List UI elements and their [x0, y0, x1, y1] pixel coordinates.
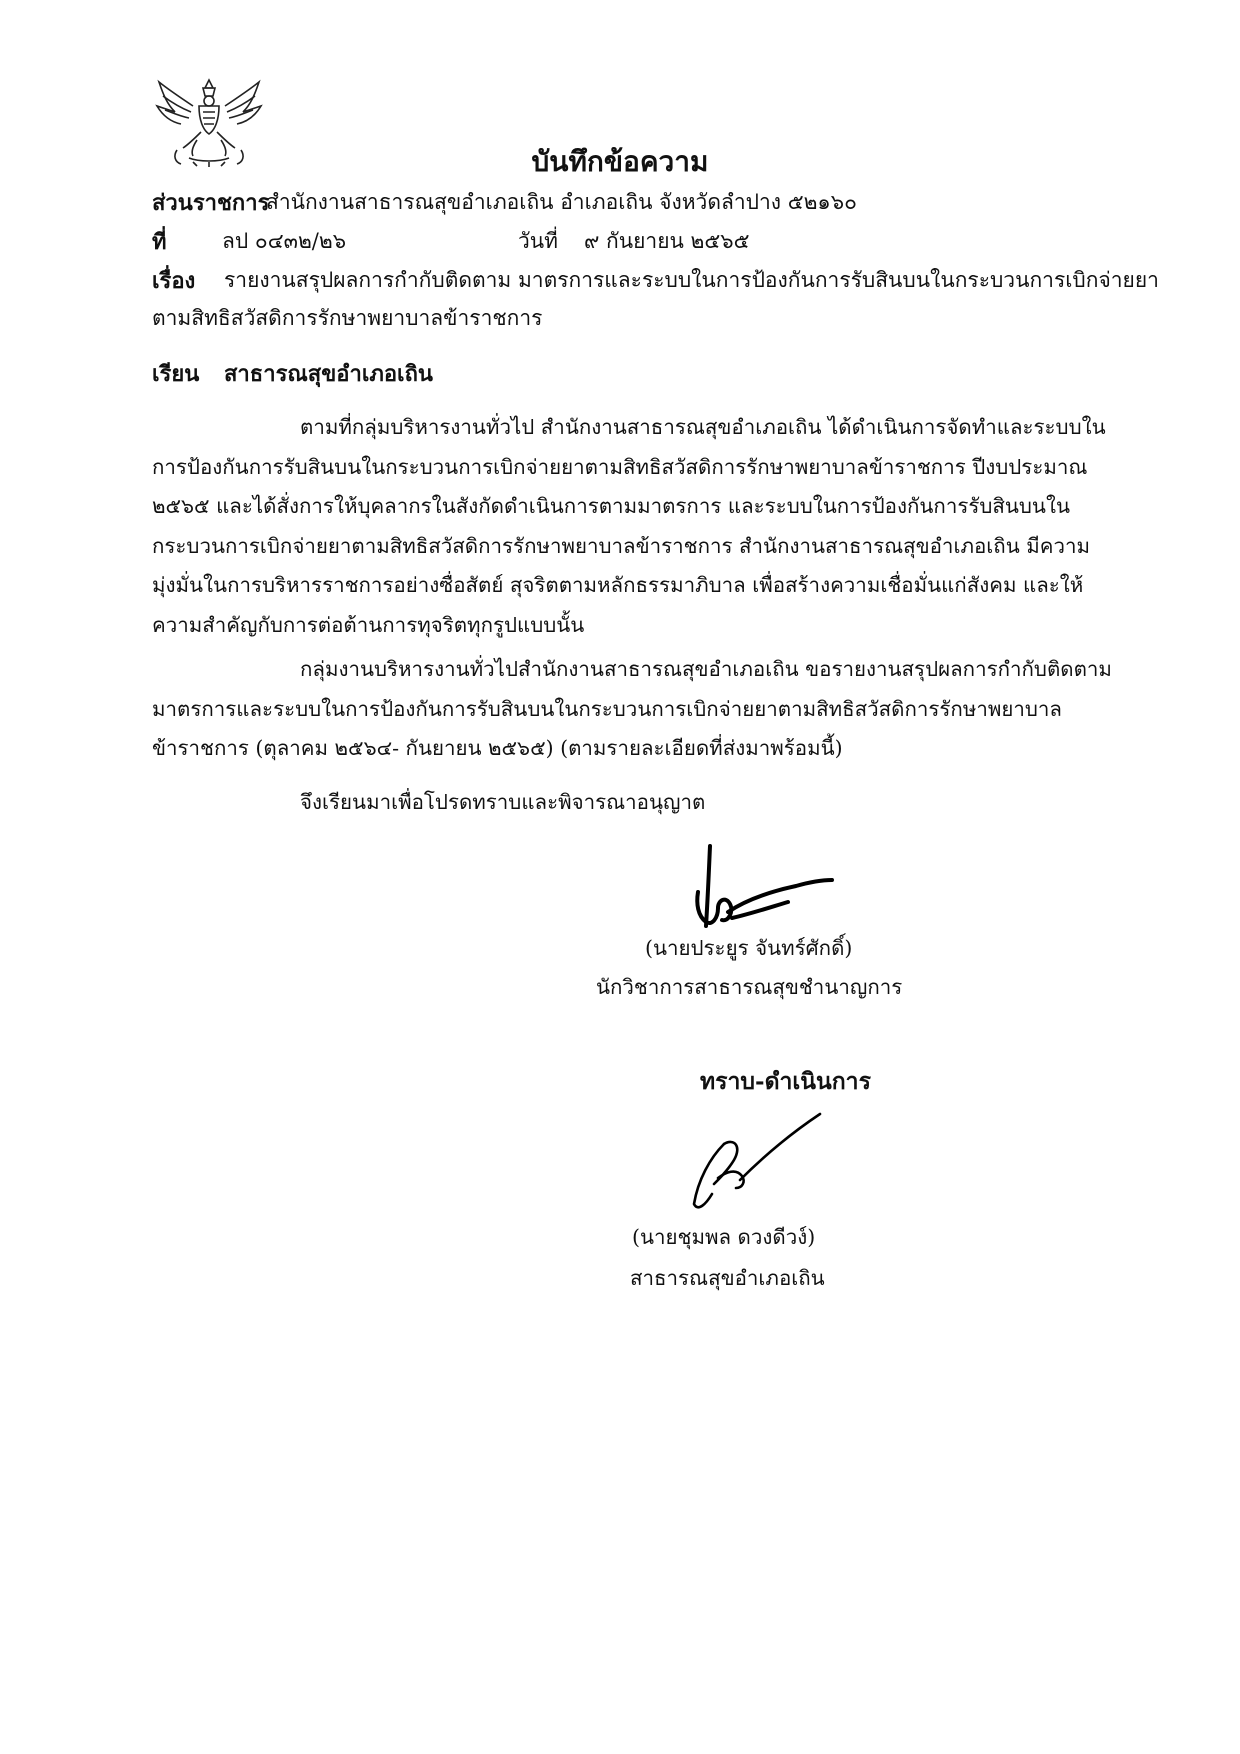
- agency-value: สำนักงานสาธารณสุขอำเภอเถิน อำเภอเถิน จังหวัดลำปาง ๕๒๑๖๐: [266, 190, 857, 214]
- subject-line-1: รายงานสรุปผลการกำกับติดตาม มาตรการและระบบในการป้องกันการรับสินบนในกระบวนการเบิกจ่ายยา: [224, 268, 1159, 292]
- approver-position: สาธารณสุขอำเภอเถิน: [630, 1266, 825, 1290]
- para2-line: กลุ่มงานบริหารงานทั่วไปสำนักงานสาธารณสุขอำเภอเถิน ขอรายงานสรุปผลการกำกับติดตาม: [300, 657, 1112, 681]
- para1-line: มุ่งมั่นในการบริหารราชการอย่างซื่อสัตย์ สุจริตตามหลักธรรมาภิบาล เพื่อสร้างความเชื่อมั่นแก่สังคม และให้: [152, 573, 1084, 597]
- para1-line: ตามที่กลุ่มบริหารงานทั่วไป สำนักงานสาธารณสุขอำเภอเถิน ได้ดำเนินการจัดทำและระบบใน: [300, 415, 1106, 439]
- paragraph-1: [152, 408, 1130, 645]
- to-label: เรียน: [152, 361, 200, 387]
- closing-line: จึงเรียนมาเพื่อโปรดทราบและพิจารณาอนุญาต: [300, 790, 706, 814]
- paragraph-2: [152, 650, 1130, 769]
- para1-line: กระบวนการเบิกจ่ายยาตามสิทธิสวัสดิการรักษาพยาบาลข้าราชการ สำนักงานสาธารณสุขอำเภอเถิน มีความ: [152, 533, 1090, 558]
- approval-heading: ทราบ-ดำเนินการ: [700, 1068, 871, 1095]
- para1-line: ๒๕๖๕ และได้สั่งการให้บุคลากรในสังกัดดำเนินการตามมาตรการ และระบบในการป้องกันการรับสินบนใน: [152, 494, 1070, 518]
- agency-label: ส่วนราชการ: [152, 190, 270, 216]
- to-value: สาธารณสุขอำเภอเถิน: [224, 361, 433, 387]
- signature-2-icon: [688, 1108, 828, 1216]
- ref-value: ลป ๐๔๓๒/๒๖: [222, 229, 347, 253]
- para1-line: ความสำคัญกับการต่อต้านการทุจริตทุกรูปแบบนั้น: [152, 612, 585, 637]
- signature-1-icon: [688, 842, 838, 930]
- subject-line-2: ตามสิทธิสวัสดิการรักษาพยาบาลข้าราชการ: [152, 306, 543, 330]
- date-label: วันที่: [518, 229, 558, 253]
- date-value: ๙ กันยายน ๒๕๖๕: [584, 229, 750, 253]
- approver-name: (นายชุมพล ดวงดีวง์): [632, 1225, 816, 1249]
- memo-title: บันทึกข้อความ: [531, 145, 709, 178]
- signer1-position: นักวิชาการสาธารณสุขชำนาญการ: [596, 975, 903, 999]
- subject-label: เรื่อง: [152, 268, 196, 294]
- para2-line: มาตรการและระบบในการป้องกันการรับสินบนในกระบวนการเบิกจ่ายยาตามสิทธิสวัสดิการรักษาพยาบาล: [152, 696, 1062, 721]
- para1-line: การป้องกันการรับสินบนในกระบวนการเบิกจ่ายยาตามสิทธิสวัสดิการรักษาพยาบาลข้าราชการ ปีงบประมาณ: [152, 454, 1088, 479]
- signer1-name: (นายประยูร จันทร์ศักดิ์): [645, 936, 853, 960]
- ref-label: ที่: [152, 229, 167, 255]
- para2-line: ข้าราชการ (ตุลาคม ๒๕๖๔- กันยายน ๒๕๖๕) (ตามรายละเอียดที่ส่งมาพร้อมนี้): [152, 736, 843, 760]
